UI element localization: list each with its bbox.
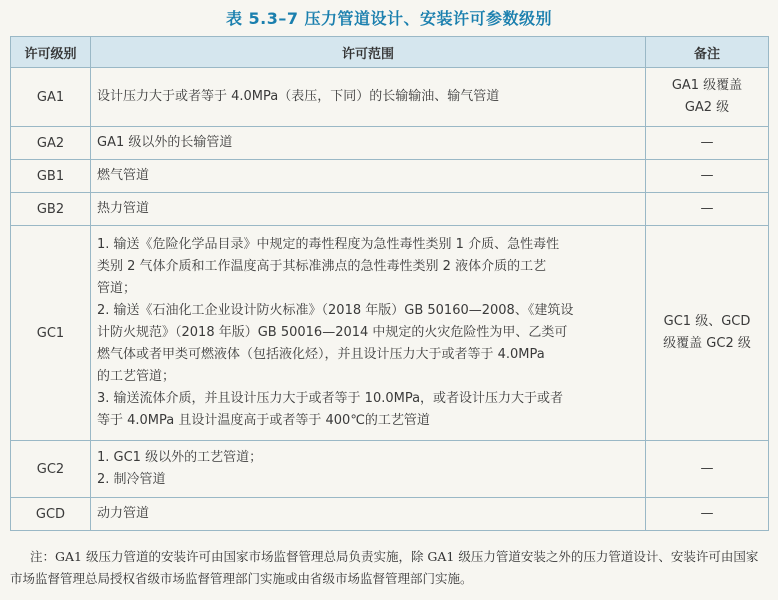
header-row	[11, 37, 769, 68]
level-cell: GCD	[11, 498, 91, 531]
level-cell: GA2	[11, 127, 91, 160]
remark-line: GC1 级、GCD	[663, 314, 751, 329]
scope-cell	[91, 226, 646, 441]
scope-line: 1. 输送《危险化学品目录》中规定的毒性程度为急性毒性类别 1 介质、急性毒性	[97, 237, 560, 252]
remark-cell	[646, 226, 769, 441]
scope-line: 设计压力大于或者等于 4.0MPa（表压，下同）的长输输油、输气管道	[97, 89, 500, 104]
permit-parameter-table	[10, 36, 769, 531]
scope-cell	[91, 193, 646, 226]
table-row-ga1	[11, 68, 769, 127]
table-row-gb2	[11, 193, 769, 226]
header-scope: 许可范围	[91, 37, 646, 68]
table-row-ga2	[11, 127, 769, 160]
header-level: 许可级别	[11, 37, 91, 68]
scope-cell	[91, 160, 646, 193]
scope-line: 3. 输送流体介质，并且设计压力大于或者等于 10.0MPa，或者设计压力大于或者	[97, 391, 564, 406]
remark-cell: —	[646, 441, 769, 498]
scope-line: 2. 制冷管道	[97, 472, 166, 487]
scope-line: 燃气管道	[97, 168, 150, 183]
scope-line: 1. GC1 级以外的工艺管道；	[97, 450, 263, 465]
scope-line: 热力管道	[97, 201, 150, 216]
remark-line: 级覆盖 GC2 级	[663, 336, 751, 351]
table-title: 表 5.3–7 压力管道设计、安装许可参数级别	[225, 9, 553, 28]
scope-line: 等于 4.0MPa 且设计温度高于或者等于 400℃的工艺管道	[97, 413, 430, 428]
header-remark: 备注	[646, 37, 769, 68]
table-row-gc1	[11, 226, 769, 441]
table-footnote: 注：GA1 级压力管道的安装许可由国家市场监督管理总局负责实施，除 GA1 级压力管道安装之外的压力管道设计、安装许可由国家市场监督管理总局授权省级市场监督管理部门实施或由省级市场监督管理部门实施。	[10, 549, 759, 586]
scope-line: GA1 级以外的长输管道	[97, 135, 233, 150]
table-row-gcd	[11, 498, 769, 531]
scope-line: 管道；	[97, 281, 137, 296]
level-cell: GB2	[11, 193, 91, 226]
scope-line: 动力管道	[97, 506, 150, 521]
remark-cell: —	[646, 193, 769, 226]
level-cell: GC1	[11, 226, 91, 441]
scope-line: 2. 输送《石油化工企业设计防火标准》（2018 年版）GB 50160—2008、《建筑设	[97, 303, 574, 318]
level-cell: GB1	[11, 160, 91, 193]
remark-cell: —	[646, 160, 769, 193]
remark-line: GA1 级覆盖	[671, 78, 743, 93]
remark-cell: —	[646, 127, 769, 160]
table-row-gb1	[11, 160, 769, 193]
scope-line: 计防火规范》（2018 年版）GB 50016—2014 中规定的火灾危险性为甲、乙类可	[97, 325, 568, 340]
table-row-gc2	[11, 441, 769, 498]
level-cell: GA1	[11, 68, 91, 127]
remark-cell	[646, 68, 769, 127]
scope-line: 燃气体或者甲类可燃液体（包括液化烃），并且设计压力大于或者等于 4.0MPa	[97, 347, 545, 362]
scope-cell	[91, 441, 646, 498]
remark-cell: —	[646, 498, 769, 531]
level-cell: GC2	[11, 441, 91, 498]
scope-cell	[91, 68, 646, 127]
scope-line: 类别 2 气体介质和工作温度高于其标准沸点的急性毒性类别 2 液体介质的工艺	[97, 259, 547, 274]
scope-cell	[91, 127, 646, 160]
scope-cell	[91, 498, 646, 531]
remark-line: GA2 级	[684, 100, 730, 115]
scope-line: 的工艺管道；	[97, 369, 176, 384]
